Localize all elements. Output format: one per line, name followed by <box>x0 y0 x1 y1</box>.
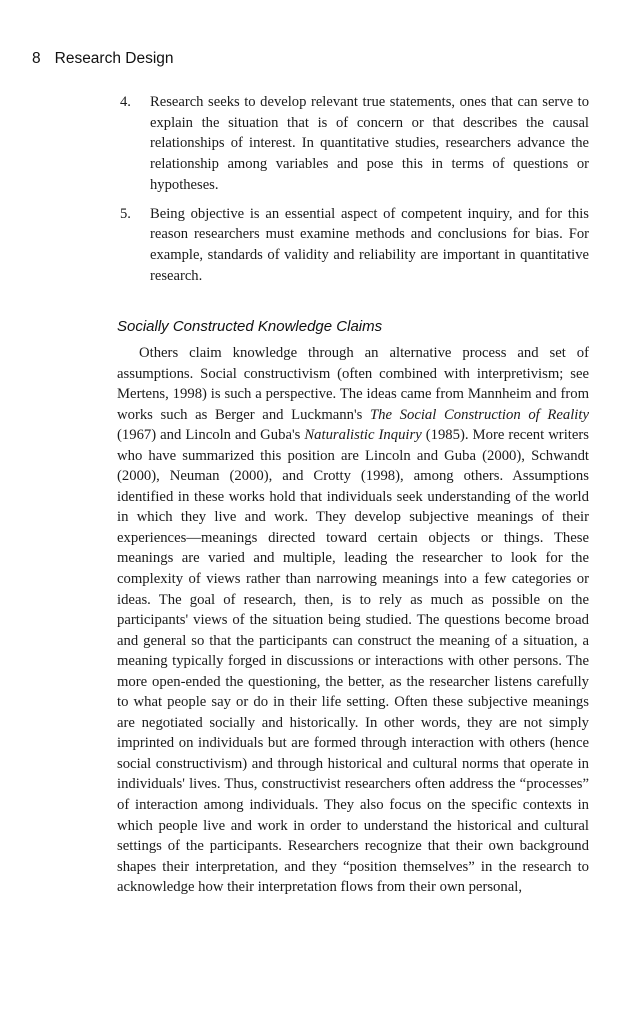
list-item <box>117 92 589 196</box>
body-paragraph <box>117 343 589 898</box>
list-item-text: Being objective is an essential aspect of competent inquiry, and for this reason researchers must examine methods and conclusions for bias. For example, standards of validity and reliability are important in quantitative research. <box>150 205 589 284</box>
page-number: 8 <box>32 50 41 67</box>
list-item-number: 4. <box>120 94 131 110</box>
list-item-number: 5. <box>120 205 131 222</box>
book-title-naturalistic-inquiry: Naturalistic Inquiry <box>304 427 422 444</box>
list-item-text: Research seeks to develop relevant true statements, ones that can serve to explain the situation that is of concern or that describes the causal relationships of interest. In quantitative studies, researchers advance the relationship among variables and pose this in terms of questions or hypotheses. <box>150 94 589 193</box>
list-item <box>117 204 589 287</box>
running-head <box>32 50 174 68</box>
paragraph-text-3: (1985). More recent writers who have summarized this position are Lincoln and Guba (2000), Schwandt (2000), Neuman (2000), and Crotty (1998), among others. Assumptions identified in these works hold that individuals seek understanding of the world in which they live and work. They develop subjective meanings of their experiences—meanings directed toward certain objects or things. These meanings are varied and multiple, leading the researcher to look for the complexity of views rather than narrowing meanings into a few categories or ideas. The goal of research, then, is to rely as much as possible on the participants' views of the situation being studied. The questions become broad and general so that the participants can construct the meaning of a situation, a meaning typically forged in discussions or interactions with other persons. The more open-ended the questioning, the better, as the researcher listens carefully to what people say or do in their life setting. Often these subjective meanings are negotiated socially and historically. In other words, they are not simply imprinted on individuals but are formed through interaction with others (hence social constructivism) and through historical and cultural norms that operate in individuals' lives. Thus, constructivist researchers often address the “processes” of interaction among individuals. They also focus on the specific contexts in which people live and work in order to understand the historical and cultural settings of the participants. Researchers recognize that their own background shapes their interpretation, and they “position themselves” in the research to acknowledge how their interpretation flows from their own personal, <box>117 427 589 896</box>
section-heading: Socially Constructed Knowledge Claims <box>117 318 383 335</box>
book-title-social-construction: The Social Construction of Reality <box>369 406 589 423</box>
numbered-list <box>117 92 589 294</box>
paragraph-text-1: Others claim knowledge through an alternative process and set of assumptions. Social constructivism (often combined with interpretivism; see Mertens, 1998) is such a perspective. The ideas came from Mannheim and from works such as Berger and Luckmann's <box>117 345 589 423</box>
paragraph-text-2: (1967) and Lincoln and Guba's <box>117 427 305 444</box>
running-head-title: Research Design <box>54 50 174 67</box>
body-text <box>117 343 589 898</box>
